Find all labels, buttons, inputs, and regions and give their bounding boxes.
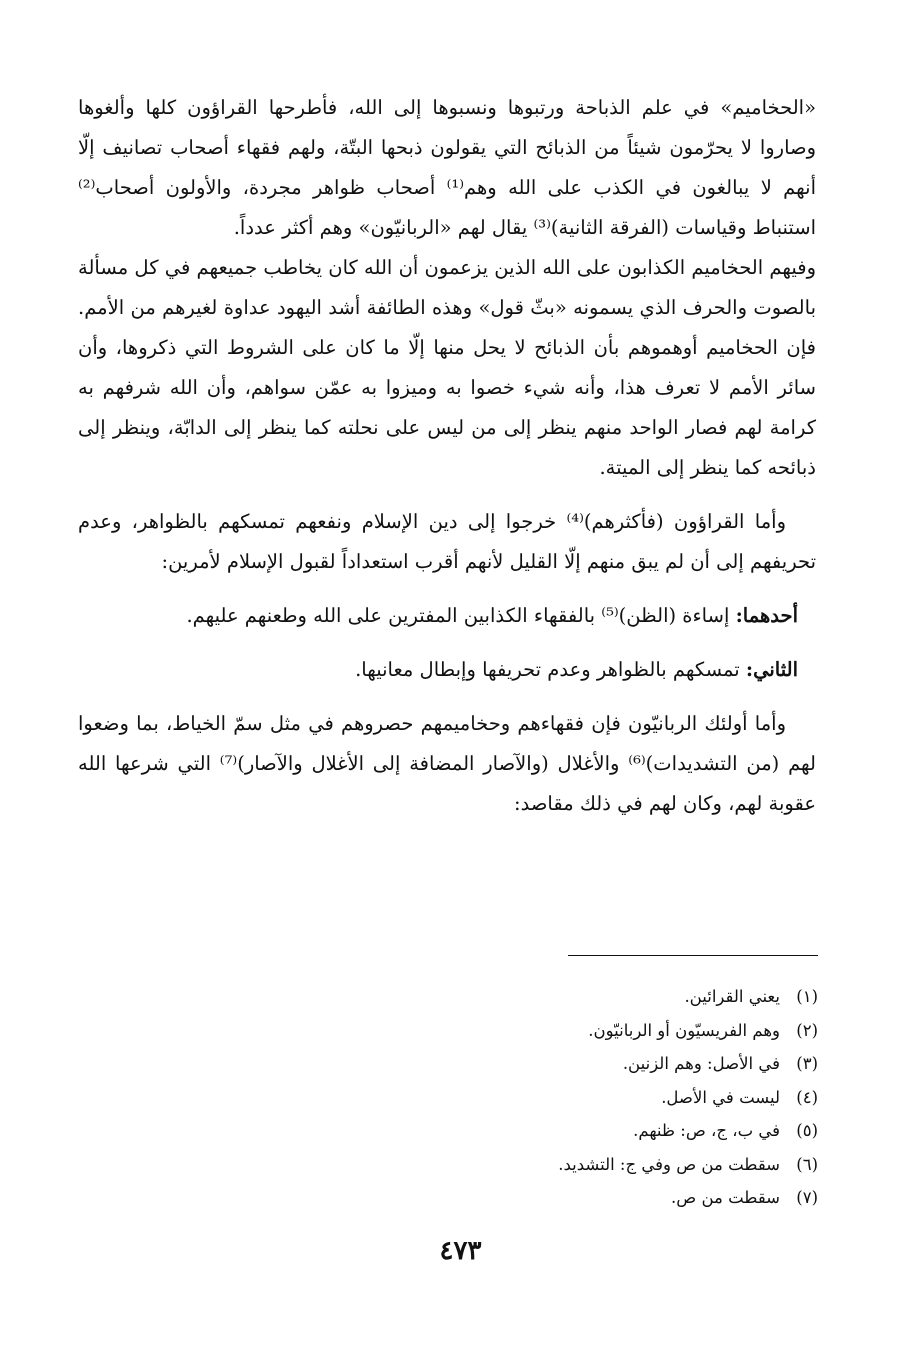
footnote-number: (٣) (796, 1054, 818, 1073)
footnote-text: يعني القرائين. (684, 987, 780, 1006)
footnote-text: ليست في الأصل. (661, 1087, 780, 1107)
second-reason-text: تمسكهم بالظواهر وعدم تحريفها وإبطال معانيها. (355, 658, 740, 681)
paragraph-first-reason (78, 596, 816, 636)
second-reason-label: الثاني: (745, 658, 798, 681)
paragraph-2: وفيهم الحخاميم الكذابون على الله الذين يزعمون أن الله كان يخاطب جميعهم في كل مسألة بالصوت والحرف الذي يسمونه «بثّ قول» وهذه الطائفة أشد اليهود عداوة لغيرهم من الأمم. فإن الحخاميم أوهموهم بأن الذبائح لا يحل منها إلّا ما كان على الشروط التي ذكروها، وأن سائر الأمم لا تعرف هذا، وأنه شيء خصوا به وميزوا به عمّن سواهم، وأن الله شرفهم به كرامة لهم فصار الواحد منهم ينظر إلى من ليس على نحلته كما ينظر إلى الدابّة، وينظر إلى ذبائحه كما ينظر إلى الميتة. (78, 256, 816, 479)
footnote-item (420, 980, 818, 1014)
footnote-text: وهم الفريسيّون أو الربانيّون. (588, 1020, 780, 1040)
footnote-number: (١) (796, 987, 818, 1006)
footnote-item (420, 1081, 818, 1115)
footnote-number: (٦) (796, 1154, 818, 1174)
footnote-number: (٧) (796, 1188, 818, 1207)
paragraph-second-reason (78, 650, 816, 690)
footnote-item (420, 1114, 818, 1148)
footnote-item (420, 1047, 818, 1081)
footnote-text: سقطت من ص. (671, 1188, 780, 1207)
footnote-item (420, 1148, 818, 1182)
footnote-item (420, 1014, 818, 1048)
footnote-number: (٤) (796, 1087, 818, 1107)
main-text (78, 88, 816, 824)
footnotes (420, 980, 818, 1215)
footnote-text: سقطت من ص وفي ج: التشديد. (558, 1154, 780, 1174)
footnote-text: في ب، ج، ص: ظنهم. (633, 1121, 780, 1140)
paragraph-3: وأما القراؤون (فأكثرهم)⁽⁴⁾ خرجوا إلى دين الإسلام ونفعهم تمسكهم بالظواهر، وعدم تحريفهم إلى أن لم يبق منهم إلّا القليل لأنهم أقرب استعداداً لقبول الإسلام لأمرين: (78, 510, 816, 573)
footnote-divider (568, 955, 818, 956)
paragraph-1: «الحخاميم» في علم الذباحة ورتبوها ونسبوها إلى الله، فأطرحها القراؤون كلها وألغوها وصاروا لا يحرّمون شيئاً من الذبائح التي يقولون ذبحها البتّة، ولهم فقهاء أصحاب تصانيف إلّا أنهم لا يبالغون في الكذب على الله وهم⁽¹⁾ أصحاب ظواهر مجردة، والأولون أصحاب⁽²⁾ استنباط وقياسات (الفرقة الثانية)⁽³⁾ يقال لهم «الربانيّون» وهم أكثر عدداً. (78, 96, 816, 239)
footnote-number: (٢) (796, 1020, 818, 1040)
footnote-number: (٥) (796, 1121, 818, 1140)
first-reason-label: أحدهما: (735, 604, 798, 627)
first-reason-text: إساءة (الظن)⁽⁵⁾ بالفقهاء الكذابين المفترين على الله وطعنهم عليهم. (186, 604, 730, 627)
paragraph-6: وأما أولئك الربانيّون فإن فقهاءهم وحخاميمهم حصروهم في مثل سمّ الخياط، بما وضعوا لهم (من التشديدات)⁽⁶⁾ والأغلال (والآصار المضافة إلى الأغلال والآصار)⁽⁷⁾ التي شرعها الله عقوبة لهم، وكان لهم في ذلك مقاصد: (78, 712, 816, 815)
footnote-text: في الأصل: وهم الزنين. (622, 1054, 780, 1073)
footnote-item (420, 1181, 818, 1215)
page-number: ٤٧٣ (439, 1236, 482, 1266)
